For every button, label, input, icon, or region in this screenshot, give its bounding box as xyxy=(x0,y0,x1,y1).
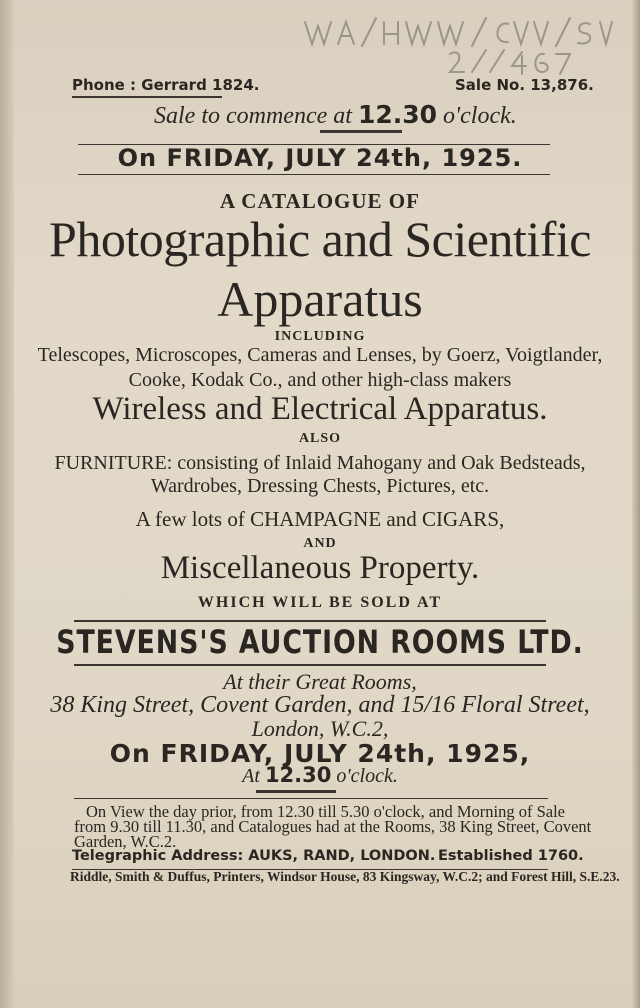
at-great-rooms: At their Great Rooms, xyxy=(223,669,417,694)
commence-suffix: o'clock. xyxy=(443,103,517,129)
wireless-heading: Wireless and Electrical Apparatus. xyxy=(92,391,548,427)
at-suffix: o'clock. xyxy=(336,765,398,787)
items-line-2: Cooke, Kodak Co., and other high-class makers xyxy=(128,369,512,391)
commence-rule xyxy=(320,130,402,133)
view-line-2: from 9.30 till 11.30, and Catalogues had at the Rooms, 38 King Street, Covent xyxy=(74,817,592,836)
commence-prefix: Sale to commence at xyxy=(154,103,352,129)
furniture-line-1: FURNITURE: consisting of Inlaid Mahogany and Oak Bedsteads, xyxy=(54,452,586,474)
at-time-rule xyxy=(256,790,336,793)
commence-time: 12.30 xyxy=(357,100,438,129)
at-time-line xyxy=(0,763,640,788)
auction-rule-top xyxy=(74,620,546,622)
phone-number: Phone : Gerrard 1824. xyxy=(72,76,260,94)
view-line-1: On View the day prior, from 12.30 till 5.30 o'clock, and Morning of Sale xyxy=(86,802,565,821)
phone-underline xyxy=(72,96,222,98)
champagne-line: A few lots of CHAMPAGNE and CIGARS, xyxy=(135,507,505,531)
auction-rule-bottom xyxy=(74,664,546,666)
miscellaneous-heading: Miscellaneous Property. xyxy=(160,550,480,586)
sale-commence-line xyxy=(154,100,517,130)
established-year: Established 1760. xyxy=(438,848,584,864)
sold-at-label: WHICH WILL BE SOLD AT xyxy=(197,594,443,611)
handwritten-annotation xyxy=(300,10,620,80)
telegraphic-address: Telegraphic Address: AUKS, RAND, LONDON. xyxy=(72,848,436,864)
furniture-line-2: Wardrobes, Dressing Chests, Pictures, etc. xyxy=(150,475,490,497)
view-rule xyxy=(74,798,548,799)
sale-number: Sale No. 13,876. xyxy=(455,76,594,94)
and-label: AND xyxy=(303,536,337,551)
view-line-3: Garden, W.C.2. xyxy=(74,832,177,851)
address-line-2: London, W.C.2, xyxy=(251,716,389,741)
catalogue-of: A CATALOGUE OF xyxy=(220,189,420,213)
at-time: 12.30 xyxy=(264,763,332,787)
title-apparatus: Apparatus xyxy=(217,271,423,327)
top-rule-lower xyxy=(78,174,550,175)
address-line-1: 38 King Street, Covent Garden, and 15/16 Floral Street, xyxy=(50,692,590,718)
title-photographic: Photographic and Scientific xyxy=(49,211,591,267)
items-line-1: Telescopes, Microscopes, Cameras and Lenses, by Goerz, Voigtlander, xyxy=(37,344,603,366)
at-prefix: At xyxy=(242,765,260,787)
including-label: INCLUDING xyxy=(274,329,366,344)
also-label: ALSO xyxy=(298,431,342,446)
auctioneer-name: STEVENS'S AUCTION ROOMS LTD. xyxy=(56,623,584,661)
printers-imprint: Riddle, Smith & Duffus, Printers, Windsor House, 83 Kingsway, W.C.2; and Forest Hill, S.E.23. xyxy=(70,869,620,884)
sale-date: On FRIDAY, JULY 24th, 1925. xyxy=(117,144,523,172)
sale-date-repeat: On FRIDAY, JULY 24th, 1925, xyxy=(109,739,531,768)
